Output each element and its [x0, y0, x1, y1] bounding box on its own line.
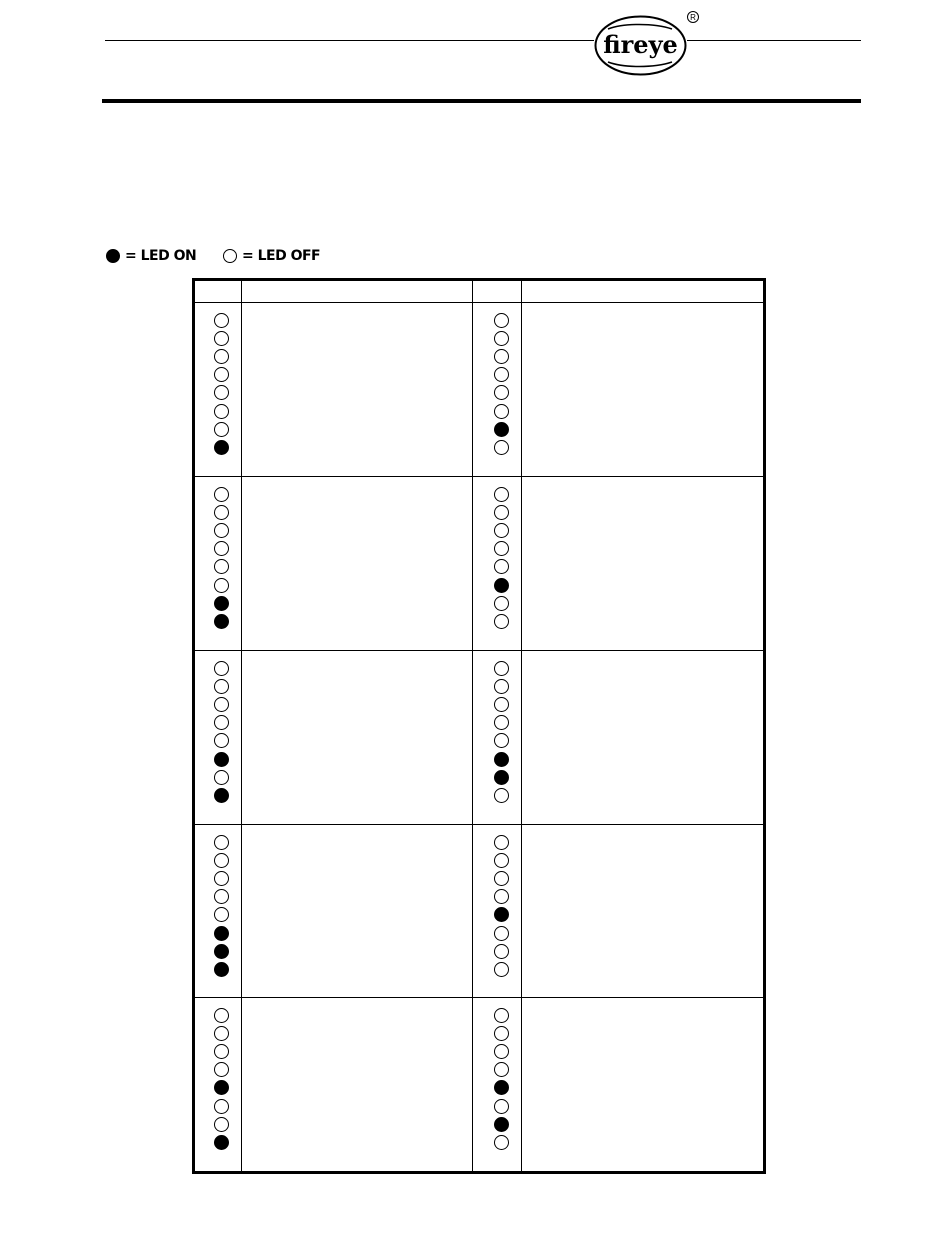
led-off-icon — [214, 541, 229, 556]
led-on-icon — [214, 944, 229, 959]
led-on-icon — [214, 614, 229, 629]
led-off-icon — [214, 559, 229, 574]
led-on-icon — [494, 578, 509, 593]
led-on-icon — [214, 596, 229, 611]
led-on-icon — [494, 422, 509, 437]
led-on-icon — [494, 1080, 509, 1095]
row-divider — [195, 997, 763, 998]
led-off-icon — [494, 944, 509, 959]
led-off-icon — [214, 1026, 229, 1041]
led-off-icon — [494, 715, 509, 730]
led-off-icon — [214, 733, 229, 748]
led-on-icon — [494, 770, 509, 785]
led-off-icon — [494, 367, 509, 382]
led-off-icon — [214, 853, 229, 868]
led-off-icon — [214, 1044, 229, 1059]
led-off-icon — [494, 331, 509, 346]
led-off-icon — [214, 404, 229, 419]
led-off-icon — [214, 679, 229, 694]
led-off-icon — [494, 853, 509, 868]
led-off-icon — [494, 614, 509, 629]
led-off-icon — [214, 835, 229, 850]
led-off-icon — [494, 523, 509, 538]
row-divider — [195, 476, 763, 477]
column-divider — [472, 281, 473, 1171]
row-divider — [195, 650, 763, 651]
led-off-icon — [214, 770, 229, 785]
led-on-icon — [214, 926, 229, 941]
led-off-icon — [214, 1062, 229, 1077]
led-off-icon — [494, 1044, 509, 1059]
led-off-icon — [214, 505, 229, 520]
header-thick-rule — [102, 99, 861, 103]
column-divider — [241, 281, 242, 1171]
legend-led-on — [106, 246, 196, 266]
led-on-icon — [494, 752, 509, 767]
led-off-icon — [494, 926, 509, 941]
row-divider — [195, 824, 763, 825]
led-off-icon — [494, 733, 509, 748]
led-off-icon — [494, 661, 509, 676]
led-off-icon — [494, 1008, 509, 1023]
led-off-icon — [494, 596, 509, 611]
led-off-icon — [214, 1117, 229, 1132]
column-divider — [521, 281, 522, 1171]
led-off-icon — [494, 697, 509, 712]
led-off-icon — [214, 889, 229, 904]
led-off-icon — [214, 313, 229, 328]
led-off-icon — [214, 871, 229, 886]
led-on-icon — [214, 962, 229, 977]
led-off-icon — [214, 385, 229, 400]
led-off-icon — [214, 487, 229, 502]
led-on-icon — [214, 1135, 229, 1150]
led-off-icon — [494, 385, 509, 400]
led-off-icon — [214, 697, 229, 712]
led-on-icon — [106, 249, 120, 263]
led-off-icon — [214, 367, 229, 382]
led-on-icon — [214, 1080, 229, 1095]
table-header-divider — [195, 302, 763, 303]
led-off-icon — [214, 661, 229, 676]
led-off-icon — [494, 788, 509, 803]
led-off-icon — [214, 1099, 229, 1114]
legend-off-label: = LED OFF — [242, 248, 321, 264]
led-off-icon — [494, 1099, 509, 1114]
led-off-icon — [494, 962, 509, 977]
led-off-icon — [494, 1062, 509, 1077]
led-off-icon — [494, 679, 509, 694]
logo-text: fireye — [603, 30, 678, 59]
fireye-logo — [594, 15, 687, 76]
legend-led-off — [223, 246, 320, 266]
led-off-icon — [214, 578, 229, 593]
led-off-icon — [494, 349, 509, 364]
led-off-icon — [214, 349, 229, 364]
header-rule — [105, 40, 861, 41]
led-off-icon — [214, 422, 229, 437]
led-off-icon — [494, 487, 509, 502]
led-on-icon — [214, 788, 229, 803]
led-on-icon — [214, 440, 229, 455]
led-status-table — [192, 278, 766, 1174]
led-off-icon — [214, 523, 229, 538]
led-on-icon — [494, 907, 509, 922]
led-off-icon — [494, 871, 509, 886]
led-off-icon — [214, 1008, 229, 1023]
led-off-icon — [214, 331, 229, 346]
led-off-icon — [214, 715, 229, 730]
registered-mark: R — [687, 11, 699, 23]
led-off-icon — [494, 404, 509, 419]
led-off-icon — [494, 835, 509, 850]
led-off-icon — [494, 505, 509, 520]
led-off-icon — [494, 1026, 509, 1041]
led-off-icon — [494, 1135, 509, 1150]
led-on-icon — [214, 752, 229, 767]
led-off-icon — [494, 559, 509, 574]
led-off-icon — [214, 907, 229, 922]
led-off-icon — [494, 313, 509, 328]
led-off-icon — [223, 249, 237, 263]
legend-on-label: = LED ON — [125, 248, 197, 264]
led-off-icon — [494, 889, 509, 904]
led-on-icon — [494, 1117, 509, 1132]
led-off-icon — [494, 440, 509, 455]
led-off-icon — [494, 541, 509, 556]
